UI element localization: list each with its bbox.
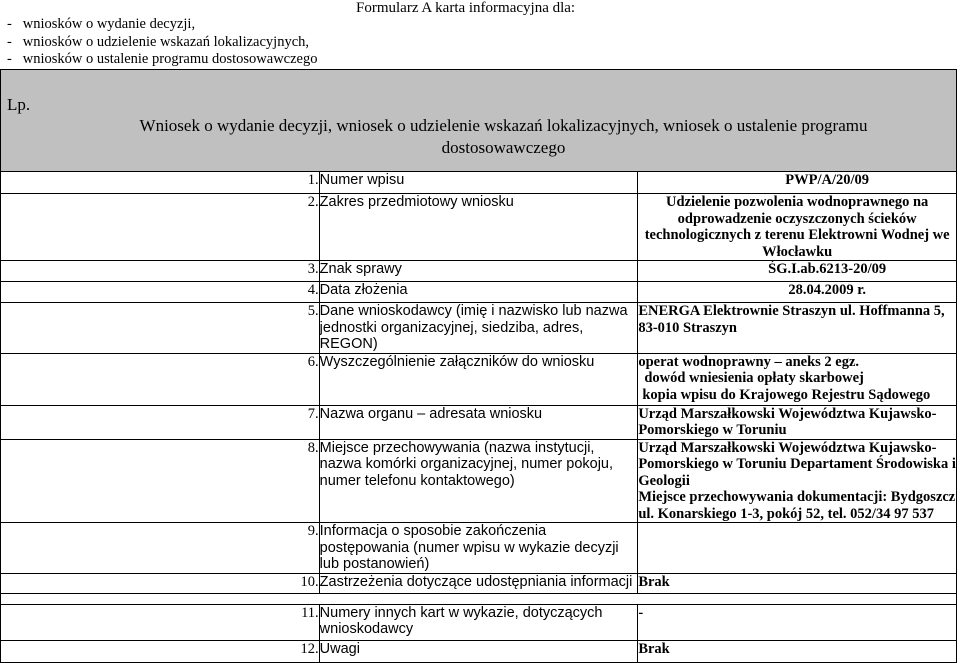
row-number: 6. — [1, 353, 320, 405]
row-value: Brak — [638, 640, 957, 662]
table-row — [1, 303, 957, 354]
row-number: 4. — [1, 282, 320, 303]
row-number: 7. — [1, 405, 320, 439]
row-value — [638, 523, 957, 574]
row-value: ENERGA Elektrownie Straszyn ul. Hoffmanna 5, 83-010 Straszyn — [638, 303, 957, 354]
table-row — [1, 405, 957, 439]
row-label: Data złożenia — [319, 282, 638, 303]
table-row — [1, 172, 957, 194]
table-row — [1, 261, 957, 282]
form-title: Formularz A karta informacyjna dla: — [356, 0, 576, 16]
attachment-3: kopia wpisu do Krajowego Rejestru Sądowego — [642, 386, 931, 403]
row-number: 10. — [1, 573, 320, 593]
heading-text: Wniosek o wydanie decyzji, wniosek o udzielenie wskazań lokalizacyjnych, wniosek o ustalenie programu dostosowawczego — [139, 116, 868, 157]
list-item: - wniosków o ustalenie programu dostosowawczego — [7, 51, 318, 69]
row-label: Dane wnioskodawcy (imię i nazwisko lub nazwa jednostki organizacyjnej, siedziba, adres, REGON) — [319, 303, 638, 354]
row-value: - — [638, 604, 957, 640]
storage-location: Miejsce przechowywania dokumentacji: Bydgoszcz ul. Konarskiego 1-3, pokój 52, tel. 052/34 97 537 — [638, 489, 956, 522]
row-number: 8. — [1, 439, 320, 523]
row-label: Znak sprawy — [319, 261, 638, 282]
row-label: Zastrzeżenia dotyczące udostępniania informacji — [319, 573, 638, 593]
row-number: 9. — [1, 523, 320, 574]
table-heading — [1, 70, 957, 172]
list-item: - wniosków o wydanie decyzji, — [7, 16, 318, 34]
table-row — [1, 604, 957, 640]
row-label: Numer wpisu — [319, 172, 638, 194]
table-row — [1, 282, 957, 303]
row-label: Informacja o sposobie zakończenia postępowania (numer wpisu w wykazie decyzji lub postanowień) — [319, 523, 638, 574]
row-label: Numery innych kart w wykazie, dotyczących wnioskodawcy — [319, 604, 638, 640]
list-item: - wniosków o udzielenie wskazań lokalizacyjnych, — [7, 34, 318, 52]
table-row — [1, 523, 957, 574]
row-value: ŚG.I.ab.6213-20/09 — [638, 261, 957, 282]
row-value — [638, 353, 957, 405]
row-label: Nazwa organu – adresata wniosku — [319, 405, 638, 439]
row-value: Udzielenie pozwolenia wodnoprawnego na odprowadzenie oczyszczonych ścieków technologicznych z terenu Elektrowni Wodnej we Włocławku — [638, 194, 957, 261]
row-number: 2. — [1, 194, 320, 261]
row-value: PWP/A/20/09 — [638, 172, 957, 194]
form-type-list — [7, 16, 318, 69]
storage-institution: Urząd Marszałkowski Województwa Kujawsko-Pomorskiego w Toruniu Departament Środowiska i Geologii — [638, 439, 956, 489]
form-header — [0, 0, 960, 69]
row-value: Urząd Marszałkowski Województwa Kujawsko-Pomorskiego w Toruniu — [638, 405, 957, 439]
row-value: 28.04.2009 r. — [638, 282, 957, 303]
info-card-table — [0, 69, 957, 663]
row-label: Zakres przedmiotowy wniosku — [319, 194, 638, 261]
row-number: 3. — [1, 261, 320, 282]
row-label: Miejsce przechowywania (nazwa instytucji, nazwa komórki organizacyjnej, numer pokoju, numer telefonu kontaktowego) — [319, 439, 638, 523]
table-row — [1, 640, 957, 662]
table-row — [1, 194, 957, 261]
row-value: Brak — [638, 573, 957, 593]
row-number: 12. — [1, 640, 320, 662]
table-row — [1, 439, 957, 523]
table-row — [1, 573, 957, 593]
attachment-1: operat wodnoprawny – aneks 2 egz. — [638, 353, 860, 370]
row-number: 1. — [1, 172, 320, 194]
row-label: Wyszczególnienie załączników do wniosku — [319, 353, 638, 405]
row-number: 11. — [1, 604, 320, 640]
row-label: Uwagi — [319, 640, 638, 662]
row-value — [638, 439, 957, 523]
attachment-2: dowód wniesienia opłaty skarbowej — [644, 370, 864, 386]
table-row — [1, 353, 957, 405]
row-number: 5. — [1, 303, 320, 354]
lp-label: Lp. — [7, 95, 31, 114]
